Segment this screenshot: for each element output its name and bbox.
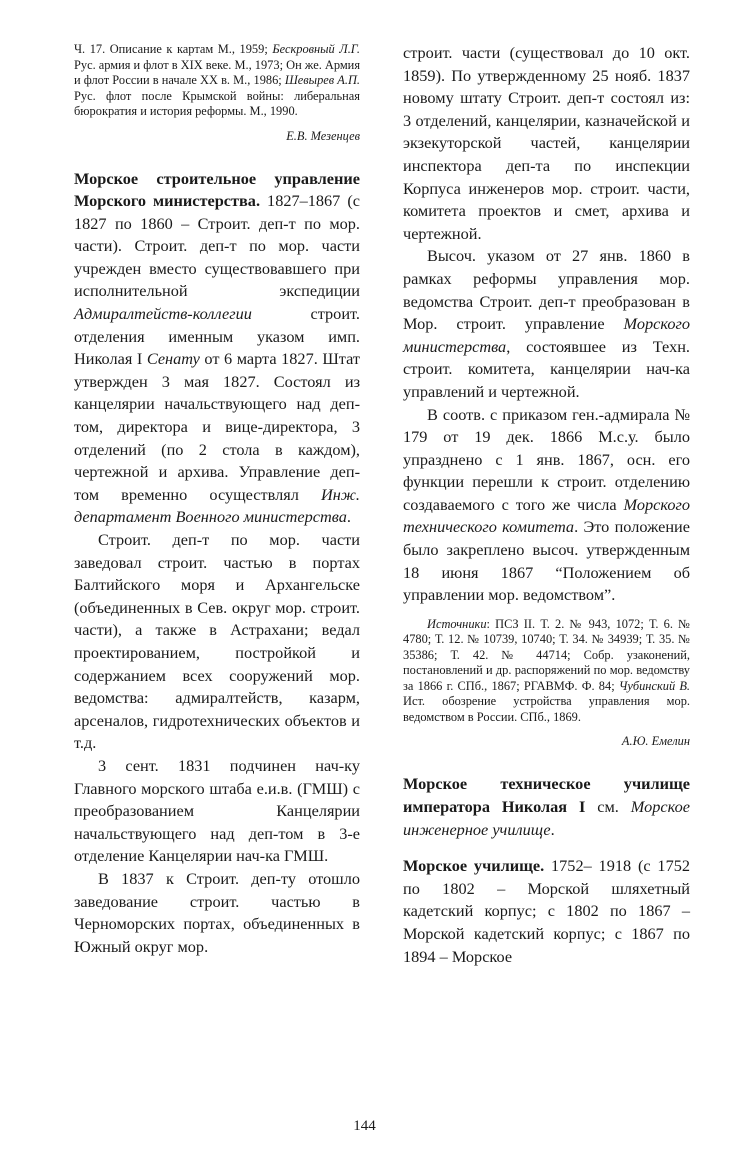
entry-paragraph: Морское строительное управление Морского министерства. 1827–1867 (с 1827 по 1860 – Строит. деп-т по мор. части). Строит. деп-т по мор. части учрежден вместо существовавшего при исполнительной экспедиции Адмиралтейств-коллегии строит. отделения именным указом имп. Николая I Сенату от 6 марта 1827. Штат утвержден 3 мая 1827. Состоял из канцелярии начальствующего над деп-том, директора и вице-директора, 3 отделений (по 2 стола в каждом), чертежной и архива. Управление деп-том временно осуществлял Инж. департамент Военного министерства. xyxy=(74,168,360,527)
entry-headword: Морское строительное управление Морского министерства. xyxy=(74,168,360,211)
entry-headword: Морское техническое училище императора Николая I xyxy=(403,774,690,816)
entry-paragraph: В 1837 к Строит. деп-ту отошло заведование строит. частью в Черноморских портах, объединенных в Южный округ мор. xyxy=(74,868,360,956)
left-column xyxy=(74,42,360,958)
entry-paragraph: В соотв. с приказом ген.-адмирала № 179 от 19 дек. 1866 М.с.у. было упразднено с 1 янв. 1867, осн. его функции перешли к строит. отделению создаваемого с того же числа Морского технического комитета. Это положение было закреплено высоч. утвержденным 18 июня 1867 “Положением об управлении мор. ведомством”. xyxy=(403,404,690,605)
page-number: 144 xyxy=(353,1118,376,1134)
bibliography-text: Ч. 17. Описание к картам М., 1959; Бескровный Л.Г. Рус. армия и флот в XIX веке. М., 1973; Он же. Армия и флот России в начале XX в. М., 1986; Шевырев А.П. Рус. флот после Крымской войны: либеральная бюрократия и история реформы. М., 1990. xyxy=(74,42,361,118)
entry-paragraph: Морское училище. 1752– 1918 (с 1752 по 1802 – Морской шляхетный кадетский корпус; с 1802 по 1867 – Морской кадетский корпус; с 1867 по 1894 – Морское xyxy=(403,856,690,966)
entry-paragraph: Строит. деп-т по мор. части заведовал строит. частью в портах Балтийского моря и Архангельске (объединенных в Сев. округ мор. строит. части), а также в Астрахани; ведал проектированием, постройкой и содержанием всех сооружений мор. ведомства: адмиралтейств, казарм, арсеналов, гидротехнических объектов и т.д. xyxy=(74,530,360,753)
author-signature: А.Ю. Емелин xyxy=(621,734,690,749)
entry-paragraph: строит. части (существовал до 10 окт. 1859). По утвержденному 25 нояб. 1837 новому штату Строит. деп-т состоял из: 3 отделений, канцелярии, казначейской и экзекуторской частей, канцелярии инспектора деп-та по инспекции Корпуса инженеров мор. строит. части, комитета проектов и смет, архива и чертежной. xyxy=(403,43,690,243)
entry-paragraph: Высоч. указом от 27 янв. 1860 в рамках реформы управления мор. ведомства Строит. деп-т преобразован в Мор. строит. управление Морского министерства, состоявшее из Техн. строит. комитета, канцелярии нач-ка управлений и чертежной. xyxy=(403,246,690,401)
entry-headword: Морское училище. xyxy=(403,856,545,876)
sources-text: Источники: ПСЗ II. Т. 2. № 943, 1072; Т. 6. № 4780; Т. 12. № 10739, 10740; Т. 34. № 34939; Т. 35. № 35386; Т. 42. № 44714; Собр. узаконений, постановлений и др. распоряжений по мор. ведомству за 1866 г. СПб., 1867; РГАВМФ. Ф. 84; Чубинский В. Ист. обозрение устройства управления мор. ведомством в России. СПб., 1869. xyxy=(403,616,691,724)
right-column xyxy=(403,42,690,968)
entry-paragraph: Морское техническое училище императора Николая I см. Морское инженерное училище. xyxy=(403,774,690,839)
author-signature: Е.В. Мезенцев xyxy=(286,128,360,143)
entry-paragraph: 3 сент. 1831 подчинен нач-ку Главного морского штаба е.и.в. (ГМШ) с преобразованием Канцелярии начальствующего над деп-том в 3-е отделение Канцелярии нач-ка ГМШ. xyxy=(74,755,360,866)
